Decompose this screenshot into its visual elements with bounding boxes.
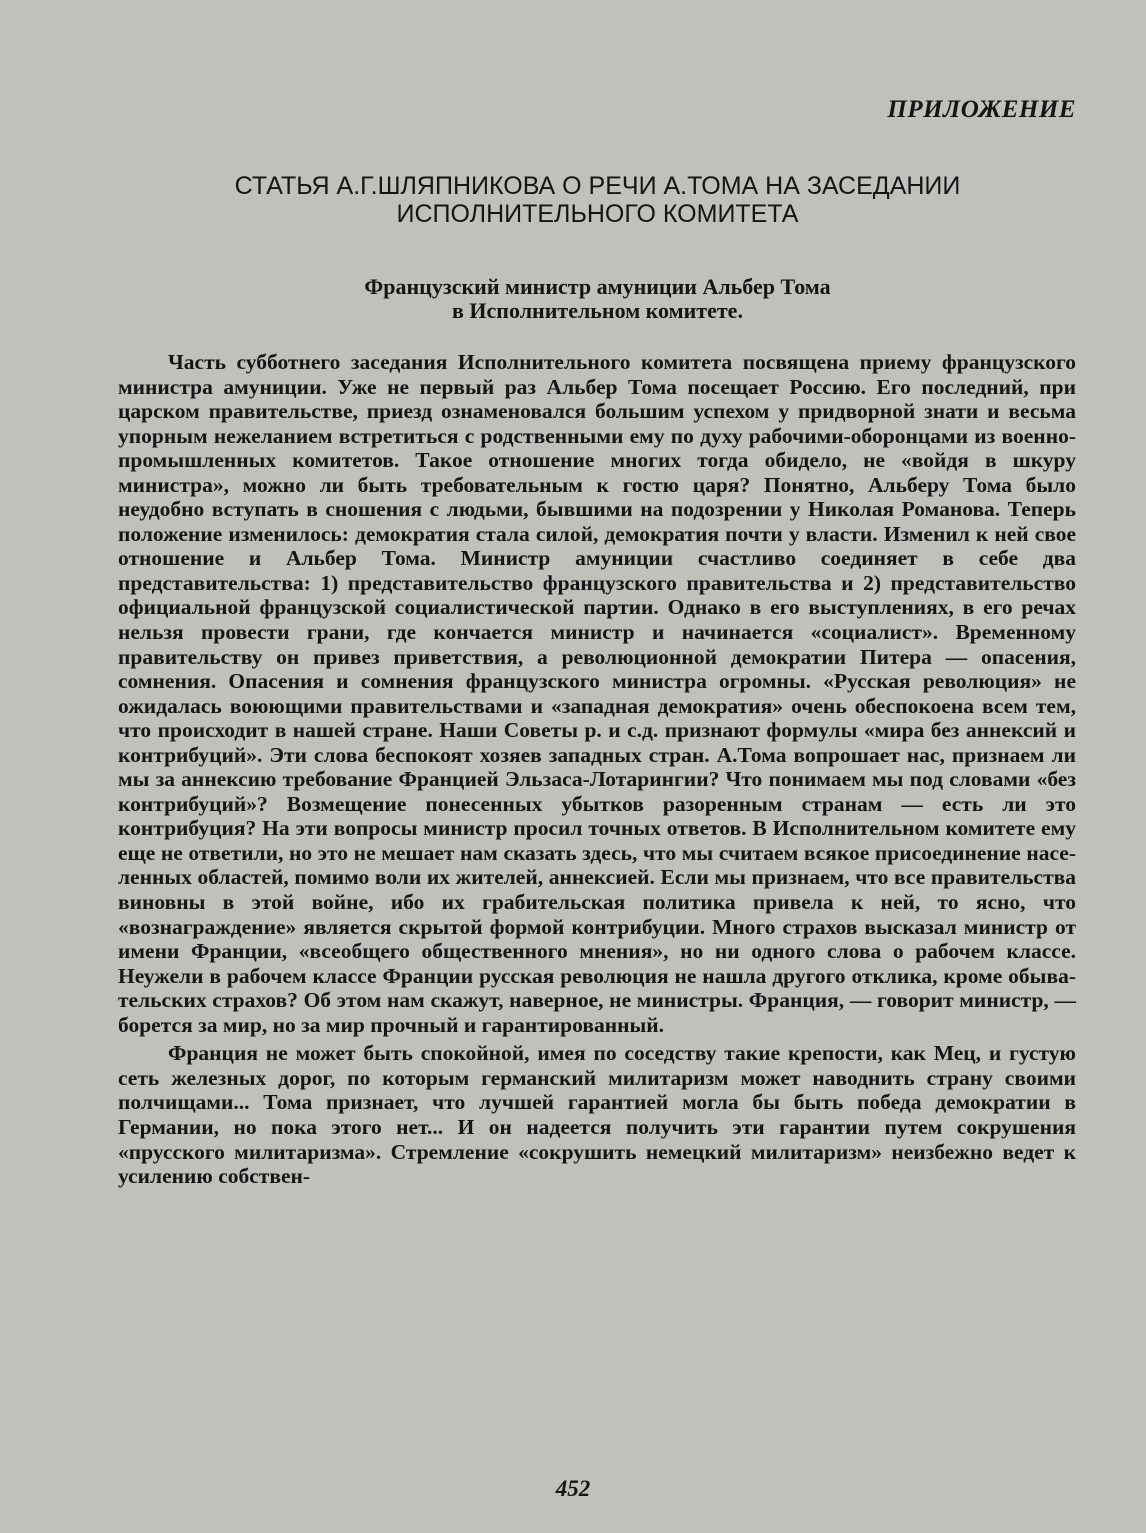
article-subtitle-line: в Исполнительном комитете. (452, 298, 743, 323)
article-subtitle (110, 275, 1085, 323)
body-paragraph: Франция не может быть спокойной, имея по соседству такие крепости, как Мец, и густую сеть железных дорог, по которым германский милитаризм может наводнить страну своими полчищами... Тома признает, что лучшей гарантией могла бы быть победа демократии в Германии, но пока этого нет... И он надеется получить эти гарантии путем сокрушения «прусского милитаризма». Стремление «сокрушить немецкий милитаризм» неизбежно ведет к усилению собствен- (118, 1041, 1076, 1189)
article-title-line: ИСПОЛНИТЕЛЬНОГО КОМИТЕТА (396, 200, 799, 228)
page-number: 452 (555, 1476, 591, 1501)
article-subtitle-line: Французский министр амуниции Альбер Тома (364, 274, 831, 299)
article-title (110, 172, 1085, 228)
article-body (118, 350, 1076, 1189)
running-head: ПРИЛОЖЕНИЕ (887, 96, 1076, 123)
body-paragraph: Часть субботнего заседания Исполнительного комитета посвящена приему французского министра амуниции. Уже не первый раз Альбер Тома посещает Россию. Его последний, при царском правительстве, приезд ознаменовался большим успехом у придворной знати и весьма упорным нежеланием встретиться с родственными ему по духу рабочими-оборонцами из военно-промышленных комитетов. Такое отношение многих тогда обидело, не «войдя в шкуру министра», можно ли быть требовательным к гостю царя? Понятно, Альберу Тома было неудобно вступать в сношения с людьми, бывшими на подозрении у Николая Романова. Теперь положение изменилось: демократия стала силой, демократия почти у власти. Изменил к ней свое отношение и Альбер Тома. Министр амуниции счастливо соединяет в себе два представительства: 1) представительство французского правительства и 2) представительство официальной французской социалистической партии. Однако в его выступлениях, в его речах нельзя провести грани, где кончается министр и начинается «социалист». Временному правительству он привез приветствия, а революционной демократии Питера — опасения, сомнения. Опасения и сомнения французского министра огромны. «Русская революция» не ожидалась воюющими правительствами и «западная демократия» очень обеспокоена всем тем, что происходит в нашей стране. Наши Советы р. и с.д. признают формулы «мира без аннексий и контрибуций». Эти слова беспокоят хозяев западных стран. А.Тома вопрошает нас, признаем ли мы за аннексию требование Францией Эльзаса-Лотарингии? Что понимаем мы под словами «без контрибуций»? Возмещение понесенных убытков разоренным странам — есть ли это контрибуция? На эти вопросы министр просил точных ответов. В Исполнительном комитете ему еще не ответили, но это не мешает нам сказать здесь, что мы считаем всякое присоединение населенных областей, помимо воли их жителей, аннексией. Если мы признаем, что все правительства виновны в этой войне, ибо их грабительская политика привела к ней, то ясно, что «вознаграждение» является скрытой формой контрибуции. Много страхов высказал министр от имени Франции, «всеобщего общественного мнения», но ни одного слова о рабочем классе. Неужели в рабочем классе Франции русская революция не нашла другого отклика, кроме обывательских страхов? Об этом нам скажут, наверное, не министры. Франция, — говорит министр, — борется за мир, но за мир прочный и гарантированный. (118, 350, 1076, 1037)
article-title-line: СТАТЬЯ А.Г.ШЛЯПНИКОВА О РЕЧИ А.ТОМА НА ЗАСЕДАНИИ (234, 172, 961, 200)
